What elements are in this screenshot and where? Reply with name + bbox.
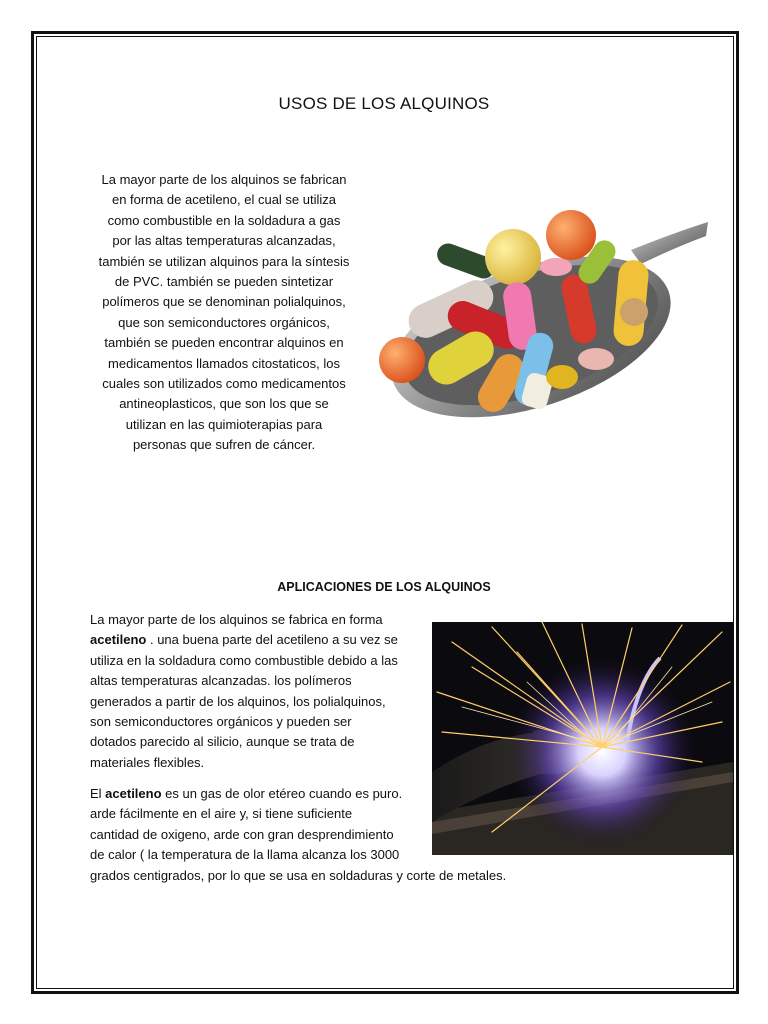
welding-sparks-image [432,622,733,855]
paragraph-text: es un gas de olor etéreo cuando es puro. [161,786,403,801]
paragraph-line [90,630,425,650]
intro-line: en forma de acetileno, el cual se utiliza [111,192,336,208]
intro-paragraph [86,170,362,456]
paragraph-line: generados a partir de los alquinos, los polialquinos, [90,693,386,709]
paragraph-line: grados centigrados, por lo que se usa en soldaduras y corte de metales. [90,867,507,883]
paragraph-line: dotados parecido al silicio, aunque se trata de [90,734,355,750]
intro-line: antineoplasticos, que son los que se [119,396,329,412]
intro-line: personas que sufren de cáncer. [132,437,316,453]
intro-line: que son semiconductores orgánicos, [118,314,330,330]
intro-line: de PVC. también se pueden sintetizar [114,274,334,290]
intro-line: medicamentos llamados citostaticos, los [108,355,340,371]
bold-term: acetileno [90,632,147,648]
intro-line: utilizan en las quimioterapias para [125,416,323,432]
paragraph-line: cantidad de oxigeno, arde con gran desprendimiento [90,826,394,842]
paragraph-text: El [90,786,106,801]
paragraph-line: utiliza en la soldadura como combustible debido a las [90,652,398,668]
intro-line: también se utilizan alquinos para la síntesis [98,253,350,269]
paragraph-text: . una buena parte del acetileno a su vez se [146,632,398,648]
intro-line: también se pueden encontrar alquinos en [104,335,344,351]
applications-paragraph [90,610,425,773]
bold-term: acetileno [105,786,162,801]
intro-line: como combustible en la soldadura a gas [107,212,341,228]
paragraph-line: altas temperaturas alcanzadas. los polímeros [90,673,352,689]
paragraph-line: La mayor parte de los alquinos se fabrica en forma [90,612,383,627]
intro-line: polímeros que se denominan polialquinos, [102,294,346,310]
intro-line: La mayor parte de los alquinos se fabrican [101,172,347,187]
pills-on-spoon-image [376,202,710,418]
intro-line: por las altas temperaturas alcanzadas, [112,233,336,249]
page-title: USOS DE LOS ALQUINOS [278,94,490,113]
paragraph-line: son semiconductores orgánicos y pueden ser [90,714,352,730]
paragraph-line: arde fácilmente en el aire y, si tiene suficiente [90,806,353,822]
paragraph-line: de calor ( la temperatura de la llama alcanza los 3000 [90,847,400,863]
intro-line: cuales son utilizados como medicamentos [102,376,346,392]
section-subtitle: APLICACIONES DE LOS ALQUINOS [277,580,491,594]
paragraph-line: materiales flexibles. [90,754,205,770]
